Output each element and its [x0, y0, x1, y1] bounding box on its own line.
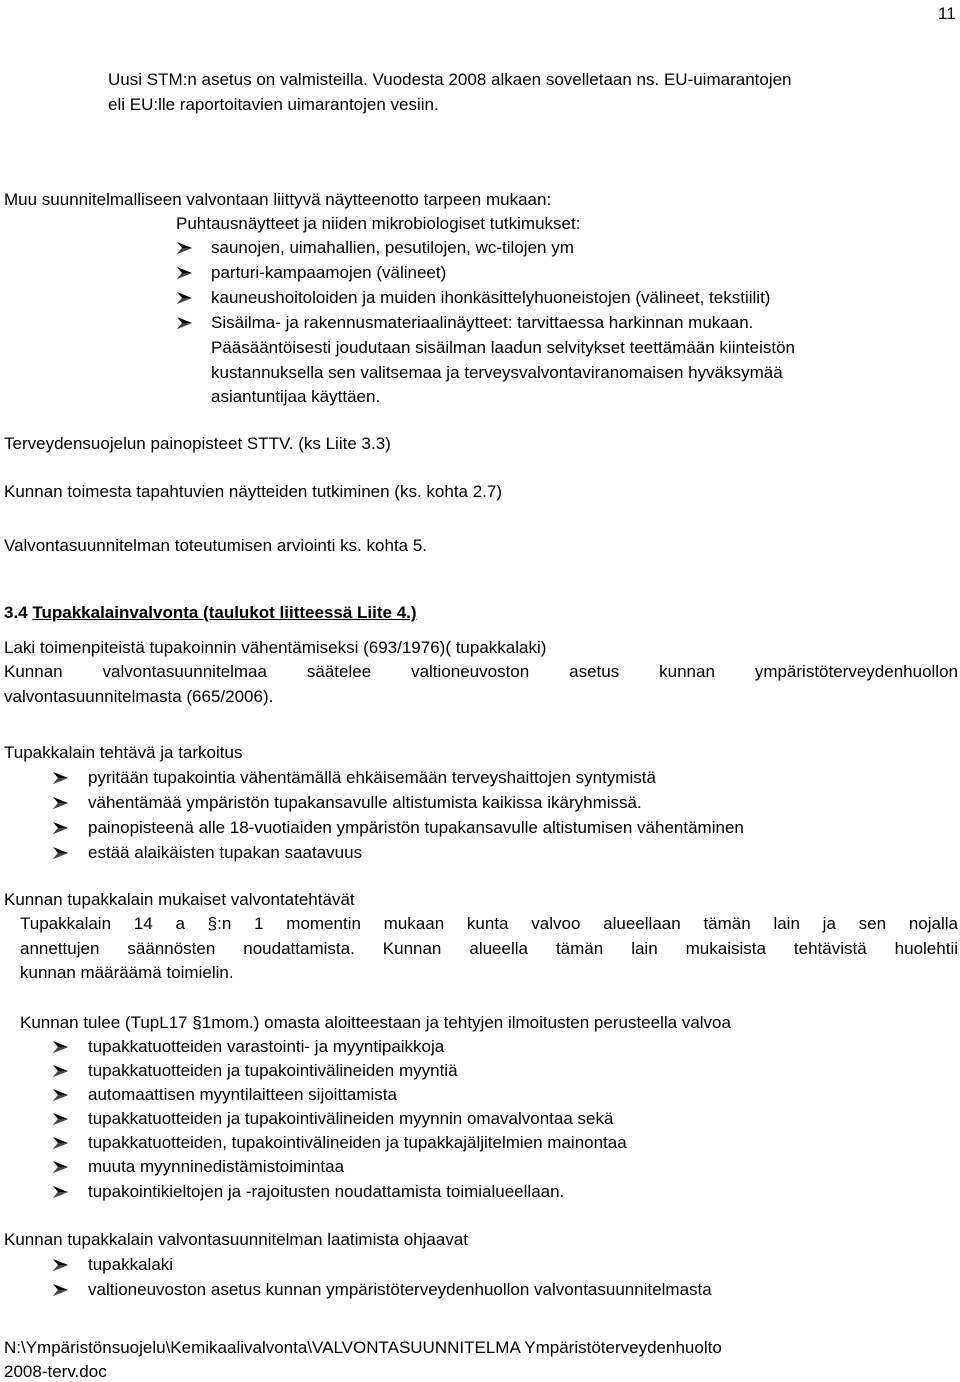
- duties-paragraph-line-2: annettujen säännösten noudattamista. Kunnan alueella tämän lain mukaisista tehtävistä huolehtii: [20, 939, 958, 958]
- sampling-subheading: Puhtausnäytteet ja niiden mikrobiologiset tutkimukset:: [176, 214, 581, 233]
- arrow-bullet-icon: [52, 1111, 70, 1127]
- duties-paragraph-line-1: Tupakkalain 14 a §:n 1 momentin mukaan kunta valvoo alueellaan tämän lain ja sen nojalla: [20, 914, 958, 933]
- arrow-bullet-icon: [52, 1159, 70, 1175]
- duties-heading: Kunnan tupakkalain mukaiset valvontatehtävät: [4, 890, 355, 909]
- plan-line-2: valvontasuunnitelmasta (665/2006).: [4, 687, 274, 706]
- arrow-bullet-icon: [176, 265, 194, 281]
- footer-path-line-1: N:\Ympäristönsuojelu\Kemikaalivalvonta\VALVONTASUUNNITELMA Ympäristöterveydenhuolto: [4, 1338, 722, 1357]
- section-title: [4, 603, 417, 623]
- footer-path-line-2: 2008-terv.doc: [4, 1362, 107, 1381]
- arrow-bullet-icon: [176, 315, 194, 331]
- arrow-bullet-icon: [52, 1039, 70, 1055]
- intro-line-2: eli EU:lle raportoitavien uimarantojen vesiin.: [108, 95, 439, 114]
- evaluation-line: Valvontasuunnitelman toteutumisen arviointi ks. kohta 5.: [4, 536, 428, 555]
- duties-must-line: Kunnan tulee (TupL17 §1mom.) omasta aloitteestaan ja tehtyjen ilmoitusten perusteella valvoa: [20, 1013, 731, 1032]
- arrow-bullet-icon: [52, 1282, 70, 1298]
- purpose-heading: Tupakkalain tehtävä ja tarkoitus: [4, 743, 243, 762]
- sampling-note-line-1: Pääsääntöisesti joudutaan sisäilman laadun selvitykset teettämään kiinteistön: [211, 338, 796, 357]
- page-number: 11: [938, 4, 956, 23]
- arrow-bullet-icon: [52, 1087, 70, 1103]
- intro-line-1: Uusi STM:n asetus on valmisteilla. Vuodesta 2008 alkaen sovelletaan ns. EU-uimarantojen: [108, 70, 792, 89]
- arrow-bullet-icon: [52, 770, 70, 786]
- plan-paragraph: [4, 662, 958, 682]
- arrow-bullet-icon: [52, 820, 70, 836]
- section-title-text: Tupakkalainvalvonta (taulukot liitteessä Liite 4.): [32, 603, 417, 622]
- arrow-bullet-icon: [176, 290, 194, 306]
- municipal-samples-line: Kunnan toimesta tapahtuvien näytteiden tutkiminen (ks. kohta 2.7): [4, 482, 503, 501]
- sampling-note-line-3: asiantuntijaa käyttäen.: [211, 387, 381, 406]
- arrow-bullet-icon: [52, 1063, 70, 1079]
- arrow-bullet-icon: [52, 1135, 70, 1151]
- priorities-line: Terveydensuojelun painopisteet STTV. (ks Liite 3.3): [4, 434, 391, 453]
- sampling-heading: Muu suunnitelmalliseen valvontaan liittyvä näytteenotto tarpeen mukaan:: [4, 190, 552, 209]
- sampling-note-line-2: kustannuksella sen valitsemaa ja terveysvalvontaviranomaisen hyväksymää: [211, 363, 783, 382]
- law-line: Laki toimenpiteistä tupakoinnin vähentämiseksi (693/1976)( tupakkalaki): [4, 638, 547, 657]
- guidance-heading: Kunnan tupakkalain valvontasuunnitelman laatimista ohjaavat: [4, 1230, 469, 1249]
- plan-line-1: Kunnan valvontasuunnitelmaa säätelee valtioneuvoston asetus kunnan ympäristöterveydenhuollon: [4, 662, 958, 681]
- arrow-bullet-icon: [176, 240, 194, 256]
- arrow-bullet-icon: [52, 1184, 70, 1200]
- section-number: 3.4: [4, 603, 33, 622]
- arrow-bullet-icon: [52, 795, 70, 811]
- arrow-bullet-icon: [52, 1257, 70, 1273]
- duties-paragraph-line-3: kunnan määräämä toimielin.: [20, 963, 234, 982]
- arrow-bullet-icon: [52, 845, 70, 861]
